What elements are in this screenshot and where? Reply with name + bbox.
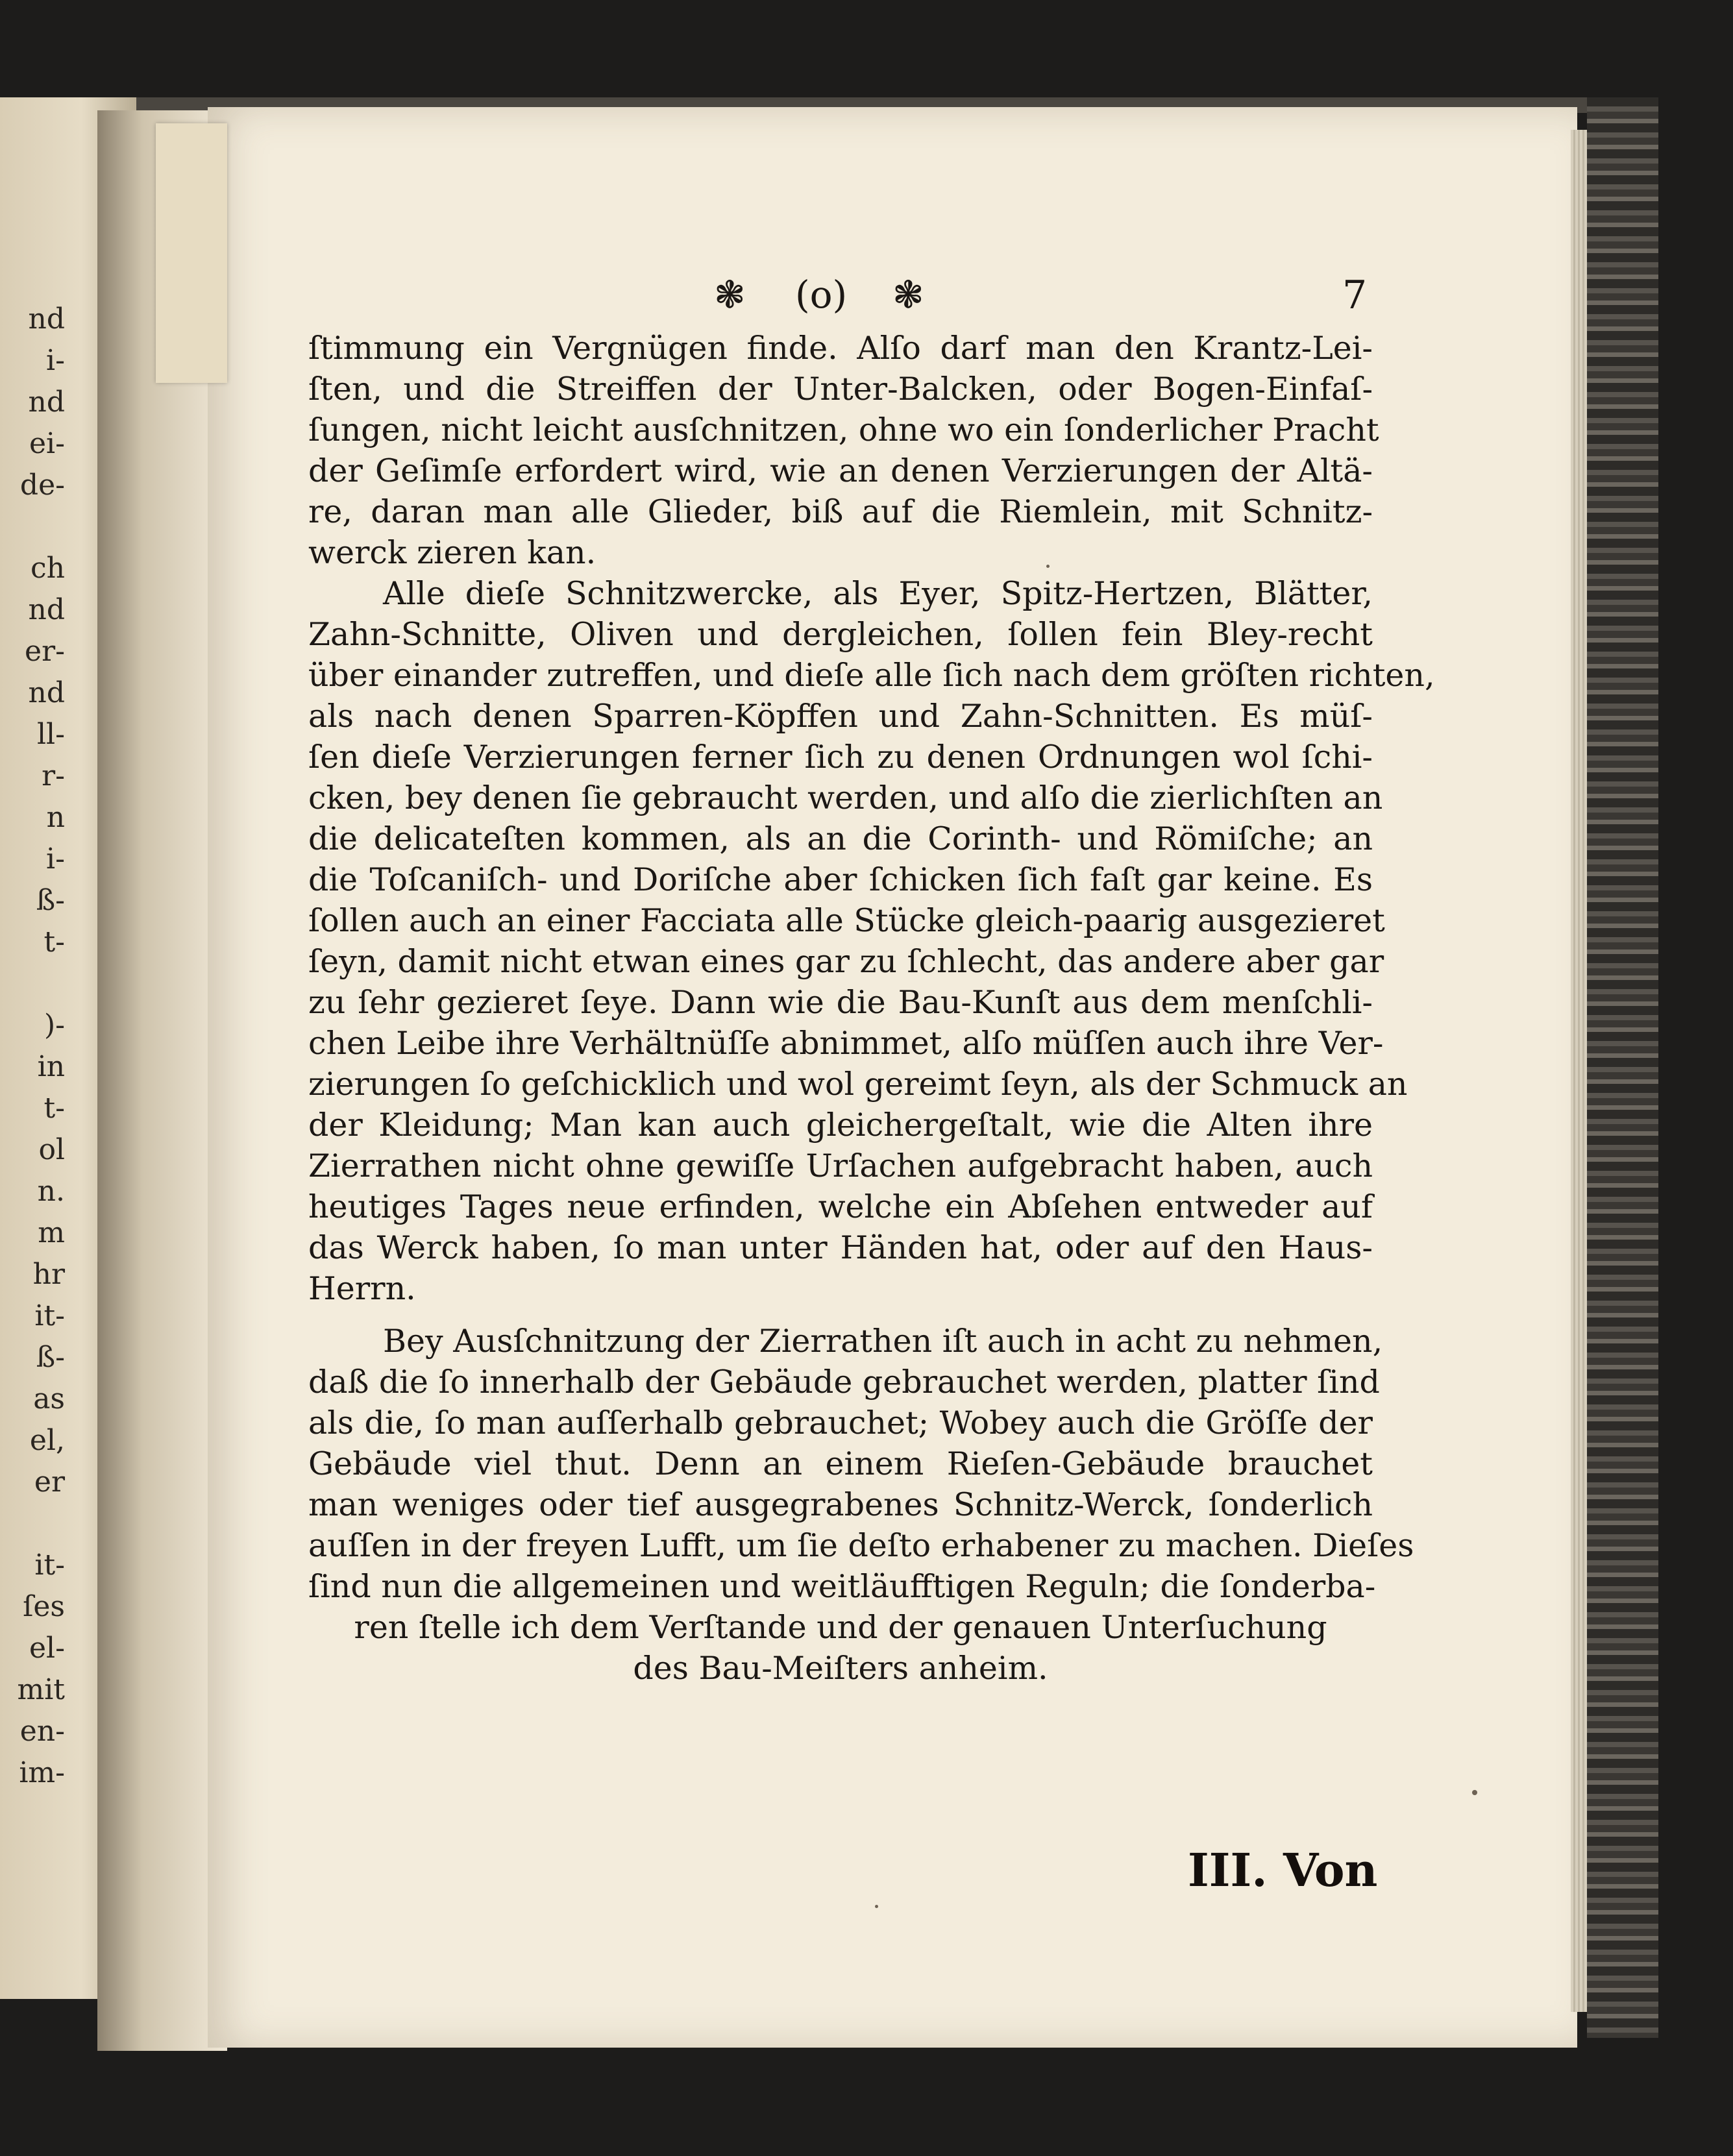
text-line-centered: des Bau-Meiſters anheim. [633,1650,1048,1687]
text-line: der Kleidung; Man kan auch gleichergeſtalt, wie die Alten ihre [308,1107,1373,1144]
text-line: zu ſehr gezieret ſeye. Dann wie die Bau-Kunſt aus dem menſchli- [308,984,1373,1021]
paper-speck [1472,1790,1477,1795]
text-line: auſſen in der freyen Lufft, um ſie deſto erhabener zu machen. Dieſes [308,1527,1414,1564]
paper-speck [875,1905,878,1908]
text-line: ſten, und die Streiffen der Unter-Balcken, oder Bogen-Einfaſ- [308,371,1373,408]
text-line: ſeyn, damit nicht etwan eines gar zu ſchlecht, das andere aber gar [308,943,1384,980]
flower-ornament-left-icon: ❃ [714,273,746,317]
text-line: re, daran man alle Glieder, biß auf die Riemlein, mit Schnitz- [308,493,1373,530]
text-line: cken, bey denen ſie gebraucht werden, und alſo die zierlichſten an [308,779,1383,816]
text-line: als die, ſo man auſſerhalb gebrauchet; Wobey auch die Gröſſe der [308,1404,1373,1441]
paragraph-1 [308,328,1379,573]
text-line: über einander zutreffen, und dieſe alle ſich nach dem gröſten richten, [308,657,1435,694]
page-header [0,273,1733,325]
text-line: Gebäude viel thut. Denn an einem Rieſen-Gebäude brauchet [308,1445,1373,1482]
book-cover-right-edge [1587,97,1658,2038]
text-line: die delicateſten kommen, als an die Corinth- und Römiſche; an [308,820,1373,857]
paragraph-3 [308,1321,1414,1689]
text-line: der Geſimſe erfordert wird, wie an denen Verzierungen der Altä- [308,452,1373,489]
text-line: das Werck haben, ſo man unter Händen hat, oder auf den Haus- [308,1229,1373,1266]
text-line-centered: ren ſtelle ich dem Verſtande und der genauen Unterſuchung [354,1609,1327,1646]
text-line: ſen dieſe Verzierungen ferner ſich zu denen Ordnungen wol ſchi- [308,739,1373,776]
text-line: Bey Ausſchnitzung der Zierrathen iſt auch in acht zu nehmen, [383,1323,1383,1360]
text-line: daß die ſo innerhalb der Gebäude gebrauchet werden, platter ſind [308,1364,1380,1401]
flower-ornament-right-icon: ❃ [892,273,924,317]
body-text [308,328,1435,1689]
paragraph-gap [308,1309,1373,1321]
text-line: chen Leibe ihre Verhältnüſſe abnimmet, alſo müſſen auch ihre Ver- [308,1025,1384,1062]
text-line: ſungen, nicht leicht ausſchnitzen, ohne wo ein ſonderlicher Pracht [308,411,1379,448]
text-line: ſtimmung ein Vergnügen finde. Alſo darf man den Krantz-Lei- [308,330,1373,367]
text-line: heutiges Tages neue erfinden, welche ein Abſehen entweder auf [308,1188,1373,1225]
text-line: als nach denen Sparren-Köpffen und Zahn-Schnitten. Es müſ- [308,698,1373,735]
text-line: Herrn. [308,1270,416,1307]
text-line: die Toſcaniſch- und Doriſche aber ſchicken ſich faſt gar keine. Es [308,861,1373,898]
text-line: werck zieren kan. [308,534,596,571]
page-number: 7 [1342,273,1368,318]
paragraph-2 [308,573,1435,1309]
text-line: Zahn-Schnitte, Oliven und dergleichen, ſollen fein Bley-recht [308,616,1373,653]
left-page-margin-text: nd i- nd ei- de- ch nd er- nd ll- r- n i- ß- t- )- in t- ol n. m hr it- ß- as el, er it- ſes el- mit en- im- [17,302,65,1789]
text-line: Alle dieſe Schnitzwercke, als Eyer, Spitz-Hertzen, Blätter, [383,575,1373,612]
text-line: man weniges oder tief ausgegrabenes Schnitz-Werck, ſonderlich [308,1486,1373,1523]
paper-tab-strip [156,123,227,383]
paper-speck [1046,565,1050,568]
text-line: ſind nun die allgemeinen und weitläufftigen Reguln; die ſonderba- [308,1568,1376,1605]
text-line: ſollen auch an einer Facciata alle Stücke gleich-paarig ausgezieret [308,902,1385,939]
catchword: III. Von [1188,1843,1378,1897]
text-line: Zierrathen nicht ohne gewiſſe Urſachen aufgebracht haben, auch [308,1147,1373,1184]
header-ornament-center: (o) [795,273,848,317]
text-line: zierungen ſo geſchicklich und wol gereimt ſeyn, als der Schmuck an [308,1066,1408,1103]
